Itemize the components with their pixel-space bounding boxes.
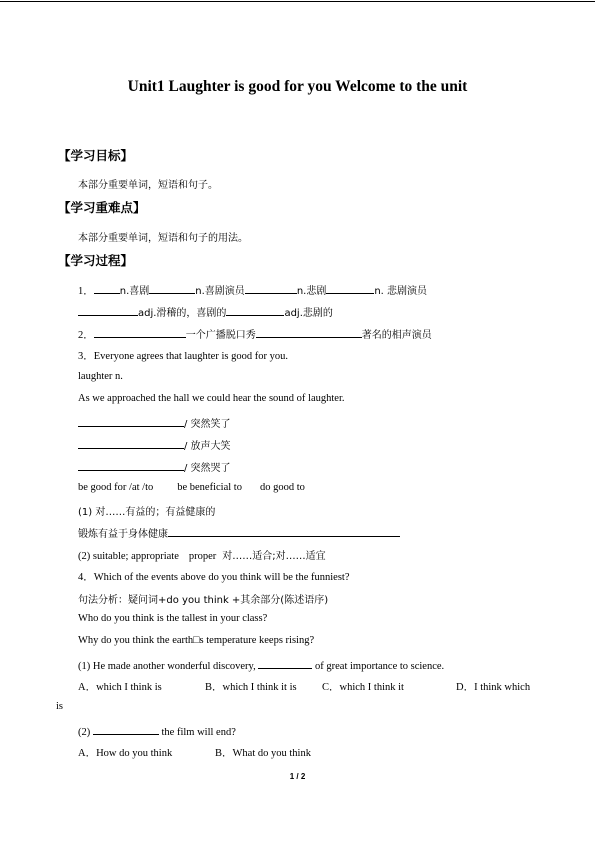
heading-learning-process: 【学习过程】: [58, 253, 134, 268]
page-number: 1 / 2: [289, 772, 306, 781]
q3-blank-2: / 放声大笑: [78, 437, 231, 452]
q4-analysis: 句法分析：疑问词+do you think +其余部分(陈述语序): [78, 595, 329, 606]
q4-sub1-stem: (1) He made another wonderful discovery, of great importance to science.: [78, 657, 444, 672]
q4-sub1-wrap: is: [56, 701, 64, 712]
option-d[interactable]: D．I think which: [456, 682, 531, 693]
document-title: Unit1 Laughter is good for you Welcome to the unit: [127, 78, 468, 95]
blank[interactable]: [149, 282, 195, 294]
key-points-text: 本部分重要单词，短语和句子的用法。: [78, 233, 248, 244]
q1-number: 1．: [78, 286, 94, 297]
q2-line: 2． 一个广播脱口秀 著名的相声演员: [78, 326, 432, 342]
q3-meaning-1: (1) 对……有益的；有益健康的: [78, 507, 216, 518]
blank[interactable]: [94, 282, 120, 294]
learning-goal-text: 本部分重要单词，短语和句子。: [78, 180, 218, 191]
q3-phrases: be good for /at /to be beneficial to do good to: [78, 482, 305, 493]
q4-example-2: Why do you think the earth□s temperature keeps rising?: [78, 635, 315, 646]
q4-sub2-stem: (2) the film will end?: [78, 723, 236, 738]
blank[interactable]: [226, 304, 284, 316]
q1-line-2: adj.滑稽的，喜剧的 adj.悲剧的: [78, 304, 333, 319]
heading-key-points: 【学习重难点】: [58, 200, 146, 215]
blank[interactable]: [78, 304, 138, 316]
q3-example: As we approached the hall we could hear the sound of laughter.: [78, 393, 345, 404]
q4-sentence: 4．Which of the events above do you think will be the funniest?: [78, 572, 350, 583]
page-top-rule: [0, 1, 595, 2]
option-a[interactable]: A．How do you think: [78, 748, 173, 759]
q3-blank-3: / 突然哭了: [78, 459, 231, 474]
q3-sentence: 3．Everyone agrees that laughter is good for you.: [78, 351, 288, 362]
option-a[interactable]: A．which I think is: [78, 682, 162, 693]
q1-line-1: 1． n.喜剧 n.喜剧演员 n.悲剧 n. 悲剧演员: [78, 282, 427, 298]
blank[interactable]: [78, 459, 184, 471]
blank[interactable]: [78, 437, 184, 449]
option-c[interactable]: C．which I think it: [322, 682, 404, 693]
blank[interactable]: [245, 282, 297, 294]
blank[interactable]: [326, 282, 374, 294]
q3-laughter: laughter n.: [78, 371, 123, 382]
q3-blank-1: / 突然笑了: [78, 415, 231, 430]
q4-example-1: Who do you think is the tallest in your class?: [78, 613, 268, 624]
blank[interactable]: [256, 326, 362, 338]
blank[interactable]: [78, 415, 184, 427]
blank[interactable]: [94, 326, 186, 338]
q3-meaning-2: (2) suitable; appropriate proper 对……适合;对……适宜: [78, 551, 326, 562]
blank[interactable]: [168, 525, 400, 537]
q3-meaning-1-example: 锻炼有益于身体健康: [78, 525, 400, 540]
heading-learning-goal: 【学习目标】: [58, 148, 134, 163]
blank[interactable]: [93, 723, 159, 735]
blank[interactable]: [258, 657, 312, 669]
option-b[interactable]: B．which I think it is: [205, 682, 297, 693]
option-b[interactable]: B．What do you think: [215, 748, 311, 759]
